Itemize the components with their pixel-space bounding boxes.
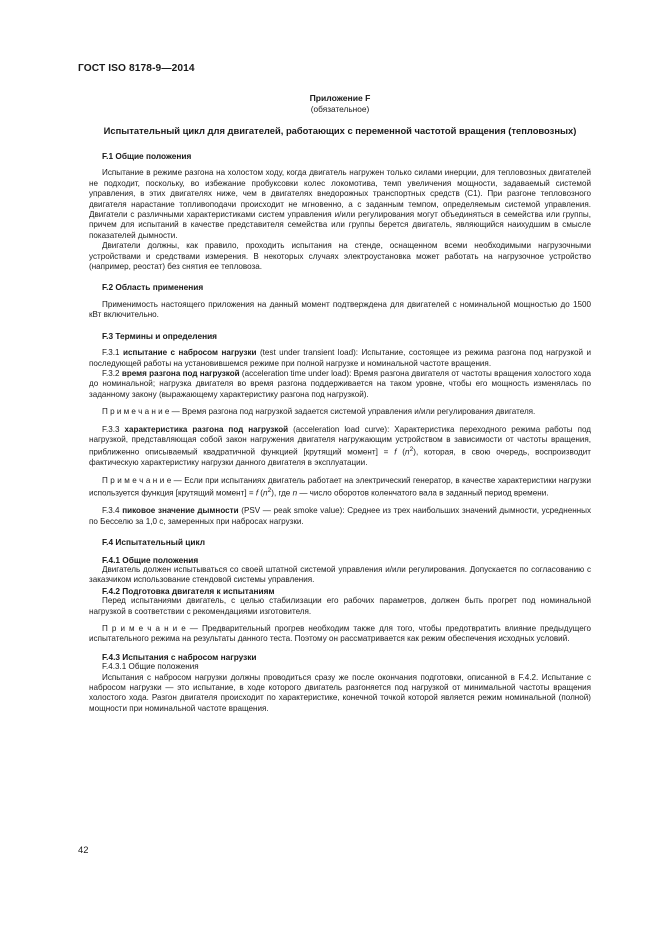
definition-f3-4	[89, 506, 591, 527]
appendix-status: (обязательное)	[310, 104, 370, 114]
paragraph: Применимость настоящего приложения на данный момент подтверждена для двигателей с номинальной мощностью до 1500 кВт включительно.	[89, 299, 591, 320]
subsection-f4-1-heading: F.4.1 Общие положения	[102, 554, 199, 565]
standard-header: ГОСТ ISO 8178-9—2014	[78, 63, 195, 74]
paragraph: Двигатели должны, как правило, проходить испытания на стенде, оснащенном всеми необходимыми нагрузочными устройствами и средствами измерения. В некоторых случаях электроустановка может работать на нагрузочное устройство (например, реостат) без снятия ее тепловоза.	[89, 241, 591, 272]
term-definition-cont: ), которая, в свою очередь, воспроизводит фактическую характеристику нагрузки данного двигателя в эксплуатации.	[89, 448, 591, 468]
paragraph: Перед испытаниями двигатель, с целью стабилизации его рабочих параметров, должен быть прогрет под номинальной нагрузкой в соответствии с рекомендациями изготовителя.	[89, 596, 591, 616]
note-text: — Время разгона под нагрузкой задается системой управления и/или регулирования двигателя.	[169, 407, 536, 417]
note	[89, 624, 591, 645]
term-definition: (acceleration time under load): Время разгона двигателя от частоты вращения холостого хода до номинальной; нагрузка двигателя во время разгона поддерживается на таком уровне, чтобы его мощность изменялась по заданному закону (выражающему характеристику разгона под нагрузкой).	[89, 368, 592, 399]
term-definition: (acceleration load curve): Характеристика переходного режима работы под нагрузкой, представляющая собой закон нагружения двигателя нагружающим устройством в зависимости от частоты вращения, приближенно описываемый квадратичной функцией [крутящий момент] =	[89, 424, 591, 458]
subsection-f4-3-1-heading: F.4.3.1 Общие положения	[102, 662, 199, 672]
term: пиковое значение дымности	[122, 506, 239, 516]
page-number: 42	[78, 844, 89, 855]
paragraph: Двигатель должен испытываться со своей штатной системой управления и/или регулирования. Допускается по согласованию с заказчиком использование стендовой системы управления.	[89, 564, 591, 585]
definition-f3-2	[89, 369, 591, 400]
appendix-title: Приложение F	[309, 93, 371, 103]
term: время разгона под нагрузкой	[121, 368, 240, 378]
term-number: F.3.3	[102, 424, 120, 434]
section-f3-heading: F.3 Термины и определения	[102, 330, 218, 341]
variable-symbol: n	[404, 448, 410, 458]
definition-f3-3: F.3.3 характеристика разгона под нагрузкой (acceleration load curve): Характеристика переходного режима работы под нагрузкой, представляющая собой закон нагружения двигателя нагружающим устройством в зависимости от частоты вращения, приближенно описываемый квадратичной функцией [крутящий момент] = f $(n^2)$, которая, в свою очередь, воспроизводит фактическую характеристику нагрузки данного двигателя в эксплуатации.	[89, 424, 591, 468]
subsection-f4-2-heading: F.4.2 Подготовка двигателя к испытаниям	[102, 585, 275, 596]
variable-symbol: n	[263, 488, 268, 498]
note	[89, 407, 591, 417]
variable-symbol: n	[292, 488, 298, 498]
page-content	[89, 93, 591, 714]
subsection-f4-3-heading: F.4.3 Испытания с набросом нагрузки	[102, 651, 257, 662]
note: П р и м е ч а н и е — Если при испытаниях двигатель работает на электрический генератор, в качестве характеристики нагрузки используется функция [крутящий момент] = f $(n^2)$, где n — число оборотов коленчатого вала в заданный период времени.	[89, 475, 591, 498]
term-definition: (PSV — peak smoke value): Среднее из трех наибольших значений дымности, усредненных по Бесселю за 1,0 с, замеренных при набросах нагрузки.	[89, 506, 591, 526]
term: характеристика разгона под нагрузкой	[124, 424, 289, 434]
term-definition: (test under transient load): Испытание, состоящее из режима разгона под нагрузкой и последующей работы на установившемся режиме при полной нагрузке и номинальной частоте вращения.	[89, 348, 591, 368]
note-text: — число оборотов коленчатого вала в заданный период времени.	[297, 488, 549, 498]
term-number: F.3.2	[102, 368, 120, 378]
function-symbol: f	[255, 488, 259, 498]
term-number: F.3.1	[102, 348, 120, 358]
term-number: F.3.4	[102, 506, 120, 516]
definition-f3-1	[89, 348, 591, 369]
section-f1-heading: F.1 Общие положения	[102, 151, 192, 161]
section-f2-heading: F.2 Область применения	[102, 282, 204, 293]
note-text: — Если при испытаниях двигатель работает на электрический генератор, в качестве характеристики нагрузки используется функция [крутящий момент] =	[89, 475, 591, 498]
note-text: — Предварительный прогрев необходим также для того, чтобы предотвратить влияние предыдущего испытательного режима на результаты данного теста. Поэтому он рассматривается как режим обеспечения исходных условий.	[89, 624, 591, 644]
note-text: ), где	[271, 488, 293, 498]
note-label: П р и м е ч а н и е	[102, 624, 186, 633]
paragraph: Испытание в режиме разгона на холостом ходу, когда двигатель нагружен только силами инерции, для тепловозных двигателей не подходит, поскольку, во избежание пробуксовки колес локомотива, темп увеличения мощности, задаваемый системой управления, в этих двигателях ниже, чем в двигателях внедорожных транспортных средств (С1). При разгоне тепловозного двигателя нарастание топливоподачи происходит не мгновенно, а с заданным темпом, определяемым системой управления. Двигатели с различными характеристиками систем управления и/или регулирования могут объединяться в семейства или группы, причем для испытаний в качестве представителя семейства или группы берется двигатель, являющийся наихудшим в смысле показателей дымности.	[89, 168, 591, 240]
exponent: 2	[409, 446, 414, 454]
appendix-heading: Испытательный цикл для двигателей, работающих с переменной частотой вращения (тепловозных)	[103, 125, 577, 136]
note-label: П р и м е ч а н и е	[102, 407, 170, 417]
section-f4-heading: F.4 Испытательный цикл	[102, 537, 206, 548]
note-label: П р и м е ч а н и е	[102, 475, 172, 485]
term: испытание с набросом нагрузки	[123, 348, 257, 358]
exponent: 2	[267, 487, 272, 495]
function-symbol: f	[394, 448, 397, 458]
paragraph: Испытания с набросом нагрузки должны проводиться сразу же после окончания подготовки, описанной в F.4.2. Испытание с набросом нагрузки — это испытание, в ходе которого двигатель разгоняется под нагрузкой от минимальной частоты вращения холостого хода. Разгон двигателя происходит по характеристике, конечной точкой которой является режим номинальной (полной) мощности при номинальной частоте вращения.	[89, 672, 591, 713]
